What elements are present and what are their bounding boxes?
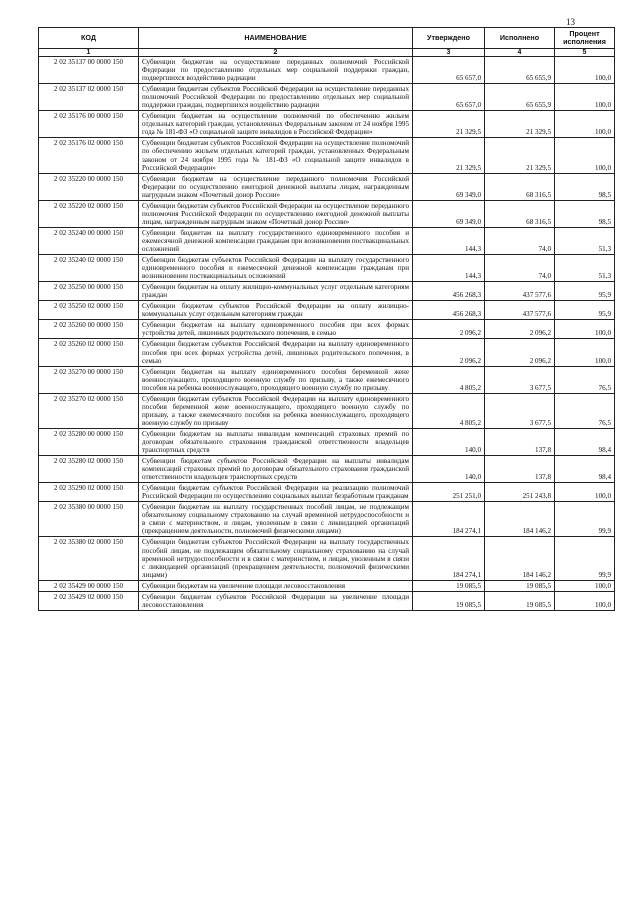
column-number: 2 — [139, 49, 413, 57]
table-row — [39, 537, 615, 580]
row-percent: 100,0 — [555, 138, 615, 173]
row-percent: 98,5 — [555, 173, 615, 200]
table-row — [39, 227, 615, 254]
row-name: Субвенции бюджетам на осуществление переданных полномочий Российской Федерации по предоставлению отдельных мер социальной поддержки граждан, подвергшихся воздействию радиации — [139, 57, 413, 84]
row-executed: 65 655,9 — [485, 84, 555, 111]
row-name: Субвенции бюджетам на осуществление переданного полномочия Российской Федерации по осуществлению ежегодной денежной выплаты лицам, награжденным нагрудным знаком «Почетный донор России» — [139, 173, 413, 200]
row-code: 2 02 35260 02 0000 150 — [39, 339, 139, 366]
row-executed: 65 655,9 — [485, 57, 555, 84]
row-approved: 69 349,0 — [413, 173, 485, 200]
row-percent: 100,0 — [555, 580, 615, 591]
row-executed: 3 677,5 — [485, 366, 555, 393]
row-executed: 19 085,5 — [485, 580, 555, 591]
row-code: 2 02 35270 00 0000 150 — [39, 366, 139, 393]
row-code: 2 02 35176 02 0000 150 — [39, 138, 139, 173]
row-percent: 100,0 — [555, 84, 615, 111]
row-code: 2 02 35240 02 0000 150 — [39, 255, 139, 282]
row-percent: 51,3 — [555, 227, 615, 254]
row-approved: 4 805,2 — [413, 366, 485, 393]
header-approved: Утверждено — [413, 28, 485, 49]
row-executed: 137,8 — [485, 456, 555, 483]
row-code: 2 02 35270 02 0000 150 — [39, 393, 139, 428]
row-code: 2 02 35280 02 0000 150 — [39, 456, 139, 483]
row-executed: 137,8 — [485, 428, 555, 455]
row-executed: 437 577,6 — [485, 301, 555, 320]
row-code: 2 02 35429 02 0000 150 — [39, 591, 139, 610]
table-row — [39, 84, 615, 111]
table-row — [39, 301, 615, 320]
table-row — [39, 57, 615, 84]
row-executed: 68 316,5 — [485, 200, 555, 227]
table-row — [39, 483, 615, 502]
table-row — [39, 282, 615, 301]
header-row — [39, 28, 615, 49]
table-row — [39, 320, 615, 339]
row-approved: 2 096,2 — [413, 339, 485, 366]
column-number-row — [39, 49, 615, 57]
row-percent: 51,3 — [555, 255, 615, 282]
table-row — [39, 428, 615, 455]
row-name: Субвенции бюджетам субъектов Российской Федерации на выплаты инвалидам компенсаций страховых премий по договорам обязательного страхования гражданской ответственности владельцев транспортных средств — [139, 456, 413, 483]
table-row — [39, 456, 615, 483]
row-code: 2 02 35250 02 0000 150 — [39, 301, 139, 320]
column-number: 4 — [485, 49, 555, 57]
row-percent: 95,9 — [555, 301, 615, 320]
header-executed: Исполнено — [485, 28, 555, 49]
row-approved: 19 085,5 — [413, 580, 485, 591]
row-approved: 184 274,1 — [413, 537, 485, 580]
table-row — [39, 138, 615, 173]
row-percent: 100,0 — [555, 483, 615, 502]
row-approved: 144,3 — [413, 255, 485, 282]
table-row — [39, 591, 615, 610]
row-approved: 65 657,0 — [413, 57, 485, 84]
row-approved: 251 251,0 — [413, 483, 485, 502]
table-row — [39, 339, 615, 366]
row-code: 2 02 35137 00 0000 150 — [39, 57, 139, 84]
row-code: 2 02 35260 00 0000 150 — [39, 320, 139, 339]
row-name: Субвенции бюджетам субъектов Российской Федерации на увеличение площади лесовосстановления — [139, 591, 413, 610]
row-approved: 2 096,2 — [413, 320, 485, 339]
row-percent: 99,9 — [555, 537, 615, 580]
row-code: 2 02 35220 02 0000 150 — [39, 200, 139, 227]
row-percent: 76,5 — [555, 393, 615, 428]
table-row — [39, 111, 615, 138]
row-name: Субвенции бюджетам субъектов Российской Федерации на осуществление переданных полномочий Российской Федерации по предоставлению отдельных мер социальной поддержки граждан, подвергшихся воздействию радиации — [139, 84, 413, 111]
row-approved: 19 085,5 — [413, 591, 485, 610]
table-row — [39, 502, 615, 537]
row-percent: 98,4 — [555, 428, 615, 455]
row-name: Субвенции бюджетам субъектов Российской Федерации на реализацию полномочий Российской Федерации по осуществлению социальных выплат безработным гражданам — [139, 483, 413, 502]
row-name: Субвенции бюджетам субъектов Российской Федерации на оплату жилищно-коммунальных услуг отдельным категориям граждан — [139, 301, 413, 320]
row-approved: 456 268,3 — [413, 282, 485, 301]
row-name: Субвенции бюджетам на осуществление полномочий по обеспечению жильем отдельных категорий граждан, установленных Федеральным законом от 24 ноября 1995 года № 181-ФЗ «О социальной защите инвалидов в Российской Федерации» — [139, 111, 413, 138]
row-executed: 184 146,2 — [485, 537, 555, 580]
row-name: Субвенции бюджетам на выплату единовременного пособия при всех формах устройства детей, лишенных родительского попечения, в семью — [139, 320, 413, 339]
row-percent: 95,9 — [555, 282, 615, 301]
row-name: Субвенции бюджетам субъектов Российской Федерации на выплату государственных пособий лицам, не подлежащим обязательному социальному страхованию на случай временной нетрудоспособности и в связи с материнством, и лицам, уволенным в связи с ликвидацией организаций (прекращением деятельности, полномочий физическими лицами) — [139, 537, 413, 580]
row-approved: 456 268,3 — [413, 301, 485, 320]
row-name: Субвенции бюджетам субъектов Российской Федерации на осуществление переданного полномочия Российской Федерации по осуществлению ежегодной денежной выплаты лицам, награжденным нагрудным знаком «Почетный донор России» — [139, 200, 413, 227]
header-name: НАИМЕНОВАНИЕ — [139, 28, 413, 49]
row-name: Субвенции бюджетам субъектов Российской Федерации на выплату государственного единовременного пособия и ежемесячной денежной компенсации гражданам при возникновении поствакцинальных осложнений — [139, 255, 413, 282]
row-approved: 69 349,0 — [413, 200, 485, 227]
row-name: Субвенции бюджетам субъектов Российской Федерации на осуществление полномочий по обеспечению жильем отдельных категорий граждан, установленных Федеральным законом от 24 ноября 1995 года № 181-ФЗ «О социальной защите инвалидов в Российской Федерации» — [139, 138, 413, 173]
row-name: Субвенции бюджетам на выплаты инвалидам компенсаций страховых премий по договорам обязательного страхования гражданской ответственности владельцев транспортных средств — [139, 428, 413, 455]
column-number: 1 — [39, 49, 139, 57]
row-percent: 100,0 — [555, 591, 615, 610]
row-code: 2 02 35240 00 0000 150 — [39, 227, 139, 254]
page-number: 13 — [566, 17, 575, 27]
row-name: Субвенции бюджетам субъектов Российской Федерации на выплату единовременного пособия при всех формах устройства детей, лишенных родительского попечения, в семью — [139, 339, 413, 366]
row-percent: 99,9 — [555, 502, 615, 537]
row-name: Субвенции бюджетам на выплату государственных пособий лицам, не подлежащим обязательному социальному страхованию на случай временной нетрудоспособности и в связи с материнством, и лицам, уволенным в связи с ликвидацией организаций (прекращением деятельности, полномочий физическими лицами) — [139, 502, 413, 537]
row-code: 2 02 35176 00 0000 150 — [39, 111, 139, 138]
row-code: 2 02 35280 00 0000 150 — [39, 428, 139, 455]
column-number: 3 — [413, 49, 485, 57]
row-code: 2 02 35380 00 0000 150 — [39, 502, 139, 537]
row-approved: 65 657,0 — [413, 84, 485, 111]
row-percent: 100,0 — [555, 57, 615, 84]
row-approved: 140,0 — [413, 456, 485, 483]
row-name: Субвенции бюджетам на выплату единовременного пособия беременной жене военнослужащего, проходящего военную службу по призыву, а также ежемесячного пособия на ребенка военнослужащего, проходящего военную службу по призыву — [139, 366, 413, 393]
row-code: 2 02 35220 00 0000 150 — [39, 173, 139, 200]
row-executed: 74,0 — [485, 227, 555, 254]
row-executed: 2 096,2 — [485, 320, 555, 339]
header-percent: Процент исполнения — [555, 28, 615, 49]
row-code: 2 02 35137 02 0000 150 — [39, 84, 139, 111]
row-code: 2 02 35429 00 0000 150 — [39, 580, 139, 591]
row-executed: 251 243,8 — [485, 483, 555, 502]
row-name: Субвенции бюджетам на увеличение площади лесовосстановления — [139, 580, 413, 591]
row-percent: 76,5 — [555, 366, 615, 393]
row-percent: 100,0 — [555, 339, 615, 366]
row-approved: 4 805,2 — [413, 393, 485, 428]
row-executed: 3 677,5 — [485, 393, 555, 428]
row-code: 2 02 35290 02 0000 150 — [39, 483, 139, 502]
row-approved: 144,3 — [413, 227, 485, 254]
row-percent: 100,0 — [555, 111, 615, 138]
row-executed: 74,0 — [485, 255, 555, 282]
budget-table — [38, 27, 615, 611]
table-row — [39, 366, 615, 393]
table-row — [39, 200, 615, 227]
row-name: Субвенции бюджетам субъектов Российской Федерации на выплату единовременного пособия беременной жене военнослужащего, проходящего военную службу по призыву, а также ежемесячного пособия на ребенка военнослужащего, проходящего военную службу по призыву — [139, 393, 413, 428]
row-name: Субвенции бюджетам на оплату жилищно-коммунальных услуг отдельным категориям граждан — [139, 282, 413, 301]
row-percent: 98,5 — [555, 200, 615, 227]
row-code: 2 02 35250 00 0000 150 — [39, 282, 139, 301]
row-executed: 19 085,5 — [485, 591, 555, 610]
row-executed: 184 146,2 — [485, 502, 555, 537]
table-row — [39, 580, 615, 591]
row-executed: 437 577,6 — [485, 282, 555, 301]
row-approved: 184 274,1 — [413, 502, 485, 537]
row-executed: 21 329,5 — [485, 111, 555, 138]
row-approved: 21 329,5 — [413, 111, 485, 138]
row-name: Субвенции бюджетам на выплату государственного единовременного пособия и ежемесячной денежной компенсации гражданам при возникновении поствакцинальных осложнений — [139, 227, 413, 254]
row-approved: 140,0 — [413, 428, 485, 455]
table-row — [39, 393, 615, 428]
row-executed: 68 316,5 — [485, 173, 555, 200]
row-executed: 2 096,2 — [485, 339, 555, 366]
row-executed: 21 329,5 — [485, 138, 555, 173]
table-row — [39, 255, 615, 282]
row-code: 2 02 35380 02 0000 150 — [39, 537, 139, 580]
row-percent: 98,4 — [555, 456, 615, 483]
header-code: КОД — [39, 28, 139, 49]
table-body — [39, 57, 615, 611]
row-approved: 21 329,5 — [413, 138, 485, 173]
row-percent: 100,0 — [555, 320, 615, 339]
table-row — [39, 173, 615, 200]
column-number: 5 — [555, 49, 615, 57]
